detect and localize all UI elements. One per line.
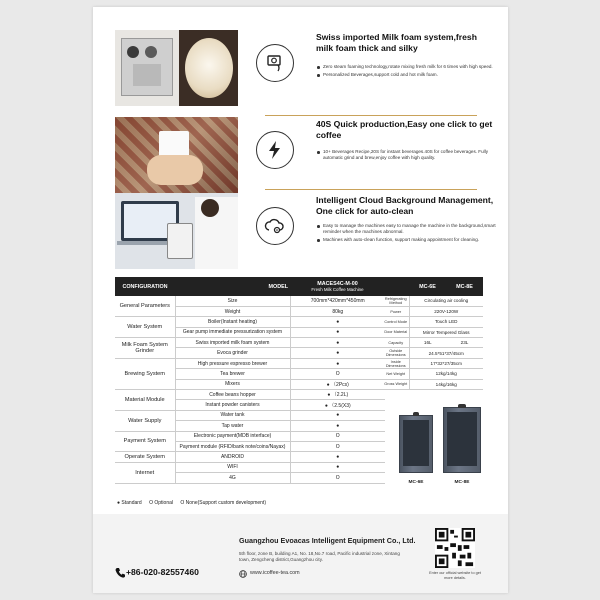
feature-bullet: Zero steam foaming technology,rotate mixing fresh milk for 6 times with high speed.: [316, 64, 496, 70]
cloud-gear-icon: [256, 207, 294, 245]
fridge-row-label: Door Material: [383, 327, 409, 337]
feature-title: Swiss imported Milk foam system,fresh milk foam thick and silky: [316, 32, 477, 53]
spec-value: O: [290, 369, 385, 379]
spec-table: [115, 277, 385, 484]
fridge-row-value: 17*32*27/35cm: [409, 358, 483, 368]
qr-caption: Enter our official website to get more details.: [429, 571, 481, 580]
globe-icon: [239, 570, 247, 578]
spec-item: Tea brewer: [175, 369, 290, 379]
fridge-body: [383, 296, 483, 390]
fridge-label-mc8e: MC-8E: [454, 480, 470, 485]
gold-divider: [265, 189, 477, 190]
spec-item: Gear pump immediate pressurization system: [175, 327, 290, 337]
spec-item: Mixers: [175, 379, 290, 389]
phone-icon: [115, 567, 125, 578]
spec-body: [115, 296, 385, 483]
milk-foam-system-photo: [115, 30, 238, 106]
spec-item: 4G: [175, 473, 290, 483]
feature-bullet: Easy to manage the machines easy to manage the machine in the background,smart reminder when the machines abnormal.: [316, 223, 496, 235]
feature-title: 40S Quick production,Easy one click to get coffee: [316, 119, 493, 140]
fridge-row: [383, 327, 483, 337]
fridge-row-value: 14kg/16kg: [409, 379, 483, 389]
feature-quick-production: [93, 117, 508, 193]
fridge-row-label: Net Weight: [383, 369, 409, 379]
legend-standard: ● Standard: [117, 500, 142, 506]
fridge-row: [383, 358, 483, 368]
qr-code[interactable]: [435, 528, 475, 568]
lightning-icon: [256, 131, 294, 169]
spec-value: ● （2.5(X3): [290, 400, 385, 410]
fridge-label-mc6e: MC-6E: [408, 480, 424, 485]
feature-bullet: 10+ Beverages Recipe,20S for instant beverages.40S for coffee beverages. Fully automatic grind and brew,enjoy coffee with high quality.: [316, 149, 496, 161]
spec-row: [115, 431, 385, 441]
spec-item: ANDROID: [175, 452, 290, 462]
spec-value: 700mm*420mm*450mm: [290, 296, 385, 306]
fridge-row: [383, 296, 483, 306]
phone-number: +86-020-82557460: [126, 567, 199, 577]
spec-row: [115, 296, 385, 306]
spec-value: ●: [290, 421, 385, 431]
fridge-mc6e-image: [399, 415, 433, 473]
spec-item: Evoca grinder: [175, 348, 290, 358]
feature-bullets: [316, 149, 496, 163]
feature-bullet: Machines with auto-clean function, support making appointment for cleaning.: [316, 237, 496, 243]
spec-row: [115, 452, 385, 462]
spec-row: [115, 338, 385, 348]
fridge-row-value: Mirror Tempered Glass: [409, 327, 483, 337]
spec-group-label: Water Supply: [115, 410, 175, 431]
fridge-spec-table: [383, 277, 483, 390]
fridge-row: [383, 348, 483, 358]
spec-item: Swiss imported milk foam system: [175, 338, 290, 348]
fridge-row: [383, 306, 483, 316]
feature-title: Intelligent Cloud Background Management, One click for auto-clean: [316, 195, 494, 216]
spec-item: Electronic payment(MDB interface): [175, 431, 290, 441]
fridge-row-value: 24.5*51*37/45cm: [409, 348, 483, 358]
spec-group-label: Brewing System: [115, 358, 175, 389]
fridge-mc8e-image-glass: [447, 412, 477, 466]
spec-value: ●: [290, 338, 385, 348]
legend-none: O None(Support custom development): [180, 500, 266, 506]
spec-value: ●: [290, 452, 385, 462]
fridge-mc8e-image: [443, 407, 481, 473]
spec-group-label: Milk Foam System Grinder: [115, 338, 175, 359]
fridge-row-value: Circulating air cooling: [409, 296, 483, 306]
spec-value: O: [290, 431, 385, 441]
fridge-spec-container: [383, 277, 483, 390]
spec-item: Size: [175, 296, 290, 306]
spec-item: Coffee beans hopper: [175, 390, 290, 400]
spec-value: ●: [290, 410, 385, 420]
laptop-management-photo: [115, 193, 238, 269]
spec-value: ● （2Pcs): [290, 379, 385, 389]
fridge-row-label: Outside Dimensions: [383, 348, 409, 358]
spec-row: [115, 317, 385, 327]
feature-bullets: [316, 223, 496, 245]
spec-group-label: General Parameters: [115, 296, 175, 317]
coffee-cup-photo: [115, 117, 238, 193]
fridge-row-label: Gross Weight: [383, 379, 409, 389]
spec-header-configuration: CONFIGURATION: [115, 277, 175, 296]
spec-item: Water tank: [175, 410, 290, 420]
feature-bullet: Personalized Beverages,support cold and hot milk foam.: [316, 72, 496, 78]
model-subtitle: Fresh Milk Coffee Machine: [311, 287, 364, 292]
fridge-row-label: Control Mode: [383, 317, 409, 327]
fridge-row-value: 220V-120W: [409, 306, 483, 316]
spec-row: [115, 410, 385, 420]
spec-item: High pressure espresso brewer: [175, 358, 290, 368]
fridge-row-value: 12kg/14kg: [409, 369, 483, 379]
spec-value: ●: [290, 358, 385, 368]
milk-foam-icon: [256, 44, 294, 82]
company-address: 5th floor, zone B, building A1, No. 18,No.7 road, Pacific industrial zone, Xintang town, Zengcheng district,Guangzhou city.: [239, 551, 400, 562]
fridge-row-value: 16L: [409, 338, 446, 348]
spec-header-model-name: [290, 277, 385, 296]
fridge-row: [383, 317, 483, 327]
spec-header-model: MODEL: [175, 277, 290, 296]
spec-item: WIFI: [175, 462, 290, 472]
fridge-row: [383, 338, 483, 348]
spec-value: ●: [290, 348, 385, 358]
legend-optional: O Optional: [149, 500, 173, 506]
spec-value: ●: [290, 317, 385, 327]
spec-row: [115, 390, 385, 400]
spec-row: [115, 358, 385, 368]
fridge-row: [383, 379, 483, 389]
fridge-mc6e-image-glass: [403, 420, 429, 466]
feature-cloud-management: [93, 193, 508, 269]
fridge-mc6e-image-handle: [413, 412, 419, 416]
fridge-row-label: Inside Dimensions: [383, 358, 409, 368]
spec-value: O: [290, 473, 385, 483]
spec-value: ●: [290, 327, 385, 337]
feature-milk-foam: [93, 30, 508, 106]
fridge-row-label: Refrigerating Method: [383, 296, 409, 306]
fridge-mc8e-image-handle: [458, 404, 465, 408]
fridge-row: [383, 369, 483, 379]
fridge-images: [393, 399, 488, 487]
spec-value: 80kg: [290, 306, 385, 316]
spec-value: ● （2.2L): [290, 390, 385, 400]
fridge-row-label: Capacity: [383, 338, 409, 348]
spec-group-label: Operate System: [115, 452, 175, 462]
spec-item: Boiler(Instant heating): [175, 317, 290, 327]
spec-item: Weight: [175, 306, 290, 316]
model-name: MACES4C-M-00: [317, 281, 358, 287]
spec-group-label: Payment System: [115, 431, 175, 452]
spec-row: [115, 462, 385, 472]
brochure-page: [93, 7, 508, 593]
spec-header-row: [115, 277, 385, 296]
fridge-header-blank: [383, 277, 409, 296]
spec-group-label: Material Module: [115, 390, 175, 411]
fridge-header-row: [383, 277, 483, 296]
spec-item: Tap water: [175, 421, 290, 431]
spec-item: Instant powder canisters: [175, 400, 290, 410]
spec-group-label: Internet: [115, 462, 175, 483]
company-name: Guangzhou Evoacas Intelligent Equipment Co., Ltd.: [239, 536, 416, 545]
footer: [93, 514, 508, 593]
fridge-row-value: 23L: [446, 338, 483, 348]
legend: [117, 500, 272, 506]
fridge-row-label: Power: [383, 306, 409, 316]
fridge-header-mc8e: MC-8E: [446, 277, 483, 296]
gold-divider: [265, 115, 477, 116]
spec-item: Payment module (RFID/bank note/coins/Nayax): [175, 441, 290, 451]
fridge-row-value: Touch LED: [409, 317, 483, 327]
website-link[interactable]: www.icoffee-tea.com: [250, 570, 300, 576]
spec-group-label: Water System: [115, 317, 175, 338]
spec-value: ●: [290, 462, 385, 472]
spec-value: O: [290, 441, 385, 451]
fridge-header-mc6e: MC-6E: [409, 277, 446, 296]
feature-bullets: [316, 64, 496, 80]
